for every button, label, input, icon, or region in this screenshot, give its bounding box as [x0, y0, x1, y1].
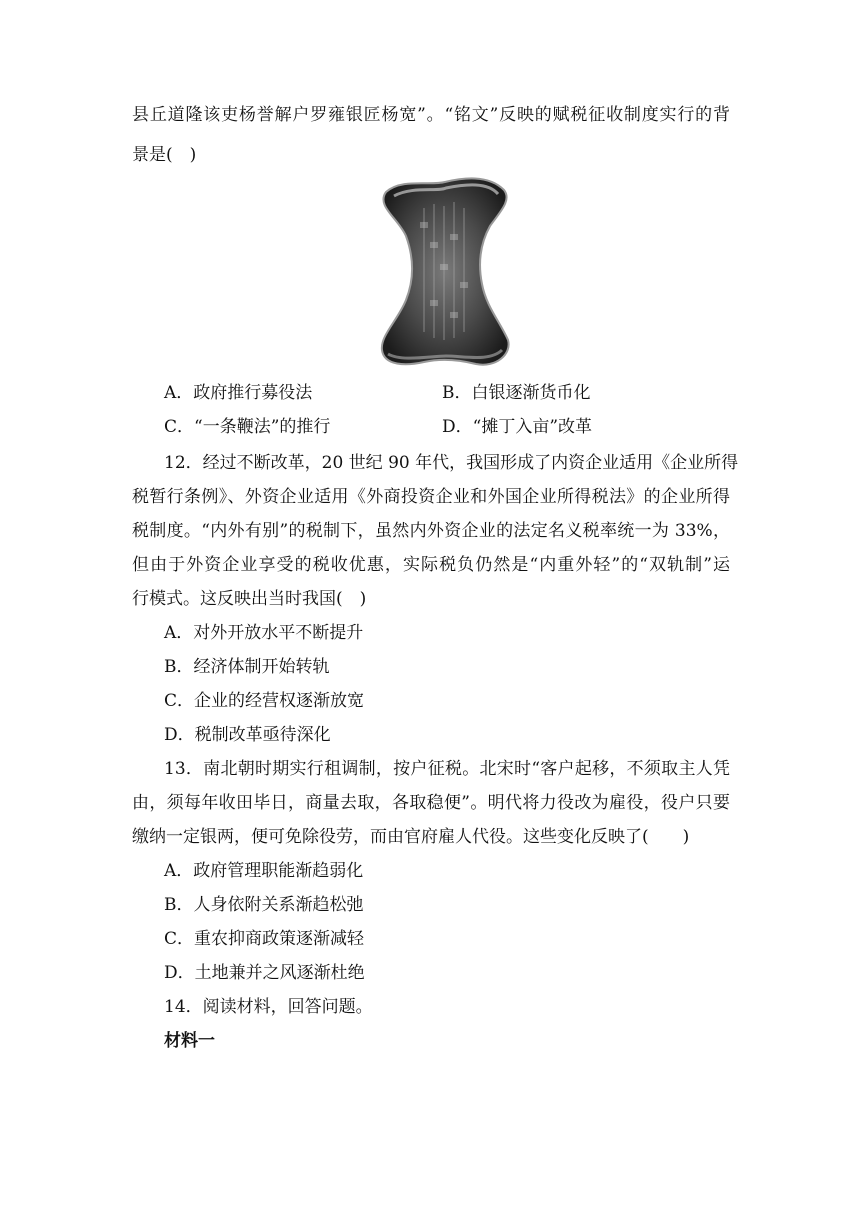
silver-ingot-image	[372, 172, 518, 372]
q13-stem-line-3: 缴纳一定银两，便可免除役劳，而由官府雇人代役。这些变化反映了( )	[132, 827, 690, 847]
q14-material-label: 材料一	[164, 1031, 215, 1051]
q12-stem-line-5: 行模式。这反映出当时我国( )	[132, 589, 367, 609]
q13-option-a: A．政府管理职能渐趋弱化	[164, 861, 364, 881]
q11-option-a: A．政府推行募役法	[164, 383, 313, 403]
q12-option-c: C．企业的经营权逐渐放宽	[164, 691, 365, 711]
q12-stem-line-3: 税制度。“内外有别”的税制下，虽然内外资企业的法定名义税率统一为 33%，	[132, 521, 730, 541]
q12-option-b: B．经济体制开始转轨	[164, 657, 330, 677]
q11-option-d: D．“摊丁入亩”改革	[442, 417, 593, 437]
q11-stem-line-2: 景是( )	[132, 145, 197, 165]
q13-option-d: D．土地兼并之风逐渐杜绝	[164, 963, 365, 983]
q12-option-a: A．对外开放水平不断提升	[164, 623, 364, 643]
q12-stem-line-4: 但由于外资企业享受的税收优惠，实际税负仍然是“内重外轻”的“双轨制”运	[132, 555, 730, 575]
q13-option-b: B．人身依附关系渐趋松弛	[164, 895, 364, 915]
q14-stem: 14．阅读材料，回答问题。	[164, 997, 373, 1017]
q11-stem-line-1: 县丘道隆该吏杨誉解户罗雍银匠杨宽”。“铭文”反映的赋税征收制度实行的背	[132, 105, 730, 125]
q11-option-b: B．白银逐渐货币化	[442, 383, 591, 403]
q12-stem-line-2: 税暂行条例》、外资企业适用《外商投资企业和外国企业所得税法》的企业所得	[132, 487, 730, 507]
q12-stem-line-1: 12．经过不断改革，20 世纪 90 年代，我国形成了内资企业适用《企业所得	[164, 453, 739, 473]
q11-option-c: C．“一条鞭法”的推行	[164, 417, 331, 437]
q13-option-c: C．重农抑商政策逐渐减轻	[164, 929, 365, 949]
q13-stem-line-1: 13．南北朝时期实行租调制，按户征税。北宋时“客户起移，不须取主人凭	[164, 759, 730, 779]
q12-option-d: D．税制改革亟待深化	[164, 725, 331, 745]
q13-stem-line-2: 由，须每年收田毕日，商量去取，各取稳便”。明代将力役改为雇役，役户只要	[132, 793, 730, 813]
